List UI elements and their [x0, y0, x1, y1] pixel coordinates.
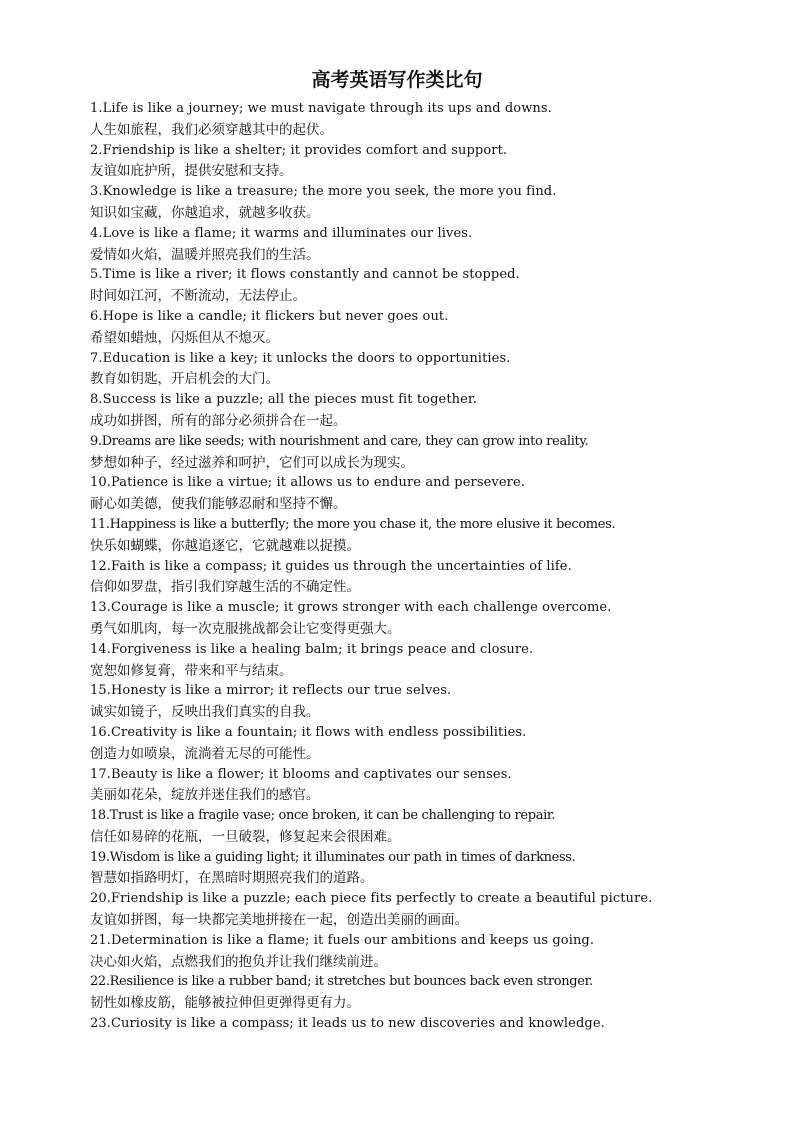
chinese-translation: 美丽如花朵，绽放并迷住我们的感官。: [90, 787, 320, 804]
list-item: [58, 99, 736, 141]
english-sentence: 2.Friendship is like a shelter; it provides comfort and support.: [90, 142, 508, 158]
chinese-translation: 宽恕如修复膏，带来和平与结束。: [90, 662, 293, 679]
english-sentence: 8.Success is like a puzzle; all the pieces must fit together.: [90, 392, 478, 408]
english-sentence: 7.Education is like a key; it unlocks the doors to opportunities.: [90, 350, 511, 366]
list-item: [58, 182, 736, 224]
english-sentence: 17.Beauty is like a flower; it blooms and captivates our senses.: [90, 766, 512, 782]
chinese-translation: 爱情如火焰，温暖并照亮我们的生活。: [90, 246, 320, 263]
list-item: [58, 723, 736, 765]
english-sentence: 23.Curiosity is like a compass; it leads us to new discoveries and knowledge.: [90, 1016, 605, 1032]
english-sentence: 18.Trust is like a fragile vase; once broken, it can be challenging to repair.: [90, 808, 556, 824]
english-sentence: 1.Life is like a journey; we must navigate through its ups and downs.: [90, 101, 552, 116]
english-sentence: 4.Love is like a flame; it warms and illuminates our lives.: [90, 225, 473, 241]
list-item: [58, 349, 736, 391]
chinese-translation: 知识如宝藏，你越追求，就越多收获。: [90, 204, 320, 221]
chinese-translation: 梦想如种子，经过滋养和呵护，它们可以成长为现实。: [90, 454, 414, 471]
english-sentence: 3.Knowledge is like a treasure; the more you seek, the more you find.: [90, 184, 557, 200]
list-item: [58, 557, 736, 599]
chinese-translation: 希望如蜡烛，闪烁但从不熄灭。: [90, 329, 279, 346]
chinese-translation: 人生如旅程，我们必须穿越其中的起伏。: [90, 121, 333, 138]
english-sentence: 14.Forgiveness is like a healing balm; it brings peace and closure.: [90, 641, 534, 657]
list-item: [58, 806, 736, 848]
english-sentence: 21.Determination is like a flame; it fuels our ambitions and keeps us going.: [90, 932, 595, 948]
chinese-translation: 时间如江河，不断流动，无法停止。: [90, 288, 306, 305]
list-item: [58, 515, 736, 557]
list-item: [58, 390, 736, 432]
chinese-translation: 韧性如橡皮筋，能够被拉伸但更弹得更有力。: [90, 995, 360, 1012]
list-item: [58, 473, 736, 515]
list-item: [58, 681, 736, 723]
list-item: [58, 307, 736, 349]
english-sentence: 6.Hope is like a candle; it flickers but never goes out.: [90, 308, 449, 324]
list-item: [58, 224, 736, 266]
list-item: [58, 1014, 736, 1035]
page-title: 高考英语写作类比句: [311, 69, 483, 91]
list-item: [58, 265, 736, 307]
english-sentence: 15.Honesty is like a mirror; it reflects our true selves.: [90, 683, 452, 699]
list-item: [58, 889, 736, 931]
english-sentence: 19.Wisdom is like a guiding light; it illuminates our path in times of darkness.: [90, 849, 576, 865]
chinese-translation: 信任如易碎的花瓶，一旦破裂，修复起来会很困难。: [90, 828, 401, 845]
chinese-translation: 决心如火焰，点燃我们的抱负并让我们继续前进。: [90, 953, 387, 970]
chinese-translation: 教育如钥匙，开启机会的大门。: [90, 371, 279, 388]
english-sentence: 12.Faith is like a compass; it guides us through the uncertainties of life.: [90, 558, 572, 574]
list-item: [58, 765, 736, 807]
chinese-translation: 智慧如指路明灯，在黑暗时期照亮我们的道路。: [90, 870, 374, 887]
chinese-translation: 成功如拼图，所有的部分必须拼合在一起。: [90, 412, 347, 429]
list-item: [58, 972, 736, 1014]
english-sentence: 9.Dreams are like seeds; with nourishment and care, they can grow into reality.: [90, 433, 589, 449]
list-item: [58, 598, 736, 640]
list-item: [58, 141, 736, 183]
english-sentence: 5.Time is like a river; it flows constantly and cannot be stopped.: [90, 267, 520, 283]
chinese-translation: 创造力如喷泉，流淌着无尽的可能性。: [90, 745, 320, 762]
list-item: [58, 432, 736, 474]
english-sentence: 20.Friendship is like a puzzle; each piece fits perfectly to create a beautiful picture.: [90, 891, 653, 907]
list-item: [58, 848, 736, 890]
english-sentence: 22.Resilience is like a rubber band; it stretches but bounces back even stronger.: [90, 974, 593, 990]
chinese-translation: 勇气如肌肉，每一次克服挑战都会让它变得更强大。: [90, 620, 401, 637]
english-sentence: 13.Courage is like a muscle; it grows stronger with each challenge overcome.: [90, 600, 612, 616]
list-item: [58, 931, 736, 973]
chinese-translation: 耐心如美德，使我们能够忍耐和坚持不懈。: [90, 496, 347, 513]
chinese-translation: 诚实如镜子，反映出我们真实的自我。: [90, 704, 320, 721]
english-sentence: 16.Creativity is like a fountain; it flows with endless possibilities.: [90, 724, 527, 740]
chinese-translation: 友谊如庇护所，提供安慰和支持。: [90, 163, 293, 180]
chinese-translation: 信仰如罗盘，指引我们穿越生活的不确定性。: [90, 579, 360, 596]
chinese-translation: 友谊如拼图，每一块都完美地拼接在一起，创造出美丽的画面。: [90, 912, 468, 929]
chinese-translation: 快乐如蝴蝶，你越追逐它，它就越难以捉摸。: [90, 537, 360, 554]
english-sentence: 10.Patience is like a virtue; it allows us to endure and persevere.: [90, 475, 525, 491]
english-sentence: 11.Happiness is like a butterfly; the more you chase it, the more elusive it becomes.: [90, 516, 616, 532]
list-item: [58, 640, 736, 682]
